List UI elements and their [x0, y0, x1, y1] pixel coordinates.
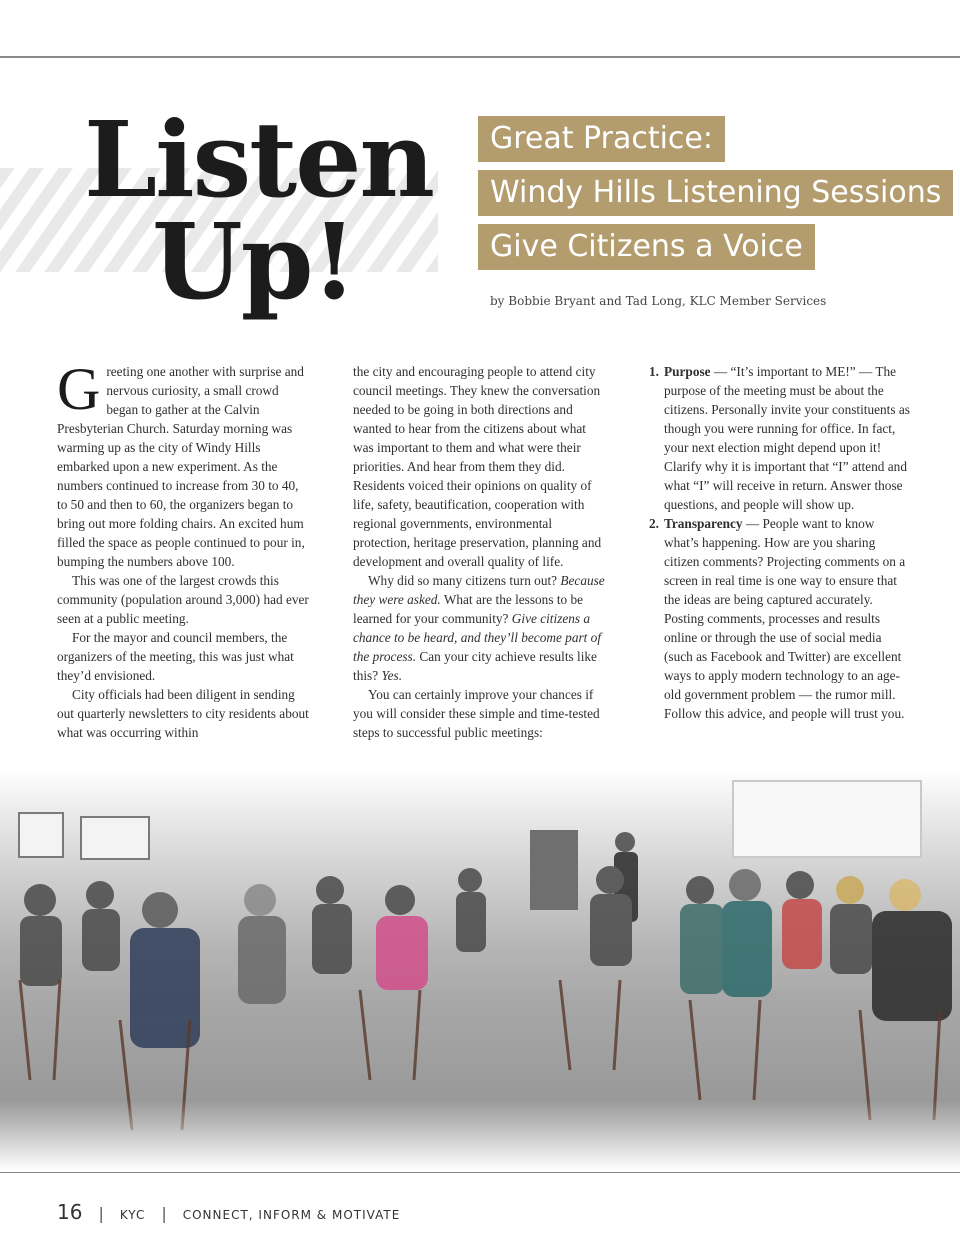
bottom-rule — [0, 1172, 960, 1173]
meeting-photo — [0, 770, 960, 1170]
banner-give-citizens: Give Citizens a Voice — [478, 224, 815, 270]
photo-fade — [0, 1100, 960, 1170]
article-column-3 — [649, 362, 911, 723]
paragraph: This was one of the largest crowds this community (population around 3,000) had ever seen at a public meeting. — [57, 573, 309, 626]
emphasis-text: Because they were asked. — [353, 573, 605, 607]
banner-great-practice: Great Practice: — [478, 116, 725, 162]
list-item-body: — People want to know what’s happening. How are you sharing citizen comments? Projecting comments on a screen in real time is one way to ensure that the ideas are being captured accurately. Posting comments, processes and results online or through the use of social media (such as Facebook and Twitter) are excellent ways to apply modern technology to an age-old government problem — the rumor mill. Follow this advice, and people will trust you. — [664, 516, 906, 721]
list-item-text — [664, 362, 911, 514]
paragraph — [353, 571, 605, 685]
list-item-body: — “It’s important to ME!” — The purpose of the meeting must be about the citizens. Personally invite your constituents as though you were running for office. In fact, your next election might depend upon it! Clarify why it is important that “I” attend and what “I” will receive in return. Answer those questions, and people will show up. — [664, 364, 910, 512]
list-item — [649, 514, 911, 723]
article-column-2 — [353, 362, 605, 742]
paragraph: You can certainly improve your chances if you will consider these simple and time-tested steps to successful public meetings: — [353, 687, 600, 740]
list-number: 1. — [649, 364, 659, 379]
list-item-label: Purpose — [664, 364, 711, 379]
list-item-label: Transparency — [664, 516, 743, 531]
paragraph-text: reeting one another with surprise and nervous curiosity, a small crowd began to gather at the Calvin Presbyterian Church. Saturday morning was warming up as the city of Windy Hills embarked upon a new experiment. As the numbers continued to increase from 30 to 40, to 50 and then to 60, the organizers began to bring out more folding chairs. An excited hum filled the space as people continued to pour in, bumping the numbers above 100. — [57, 364, 305, 569]
page-footer — [57, 1200, 400, 1224]
banner-windy-hills: Windy Hills Listening Sessions — [478, 170, 953, 216]
paragraph-text: Can your city achieve results like this? — [353, 649, 597, 683]
footer-separator: | — [98, 1204, 104, 1223]
publication-name: KYC — [119, 1208, 146, 1222]
paragraph-text: Why did so many citizens turn out? — [368, 573, 561, 588]
paragraph: For the mayor and council members, the organizers of the meeting, this was just what they’d envisioned. — [57, 630, 294, 683]
emphasis-text: Give citizens a chance to be heard, and they’ll become part of the process. — [353, 611, 602, 664]
drop-cap: G — [57, 356, 101, 422]
top-rule — [0, 56, 960, 58]
list-item — [649, 362, 911, 514]
emphasis-text: Yes. — [381, 668, 403, 683]
paragraph — [57, 356, 309, 571]
page-title-line1: Listen — [84, 98, 434, 221]
footer-separator: | — [161, 1204, 167, 1223]
list-number: 2. — [649, 516, 659, 531]
paragraph: City officials had been diligent in sending out quarterly newsletters to city residents about what was occurring within — [57, 687, 309, 740]
page-number: 16 — [57, 1200, 83, 1224]
footer-tagline: CONNECT, INFORM & MOTIVATE — [182, 1208, 401, 1222]
list-item-text — [664, 514, 911, 723]
paragraph-text: What are the lessons to be learned for your community? — [353, 592, 584, 626]
paragraph: the city and encouraging people to attend city council meetings. They knew the conversation needed to be going in both directions and wanted to hear from the citizens about what was important to them and what were their priorities. And hear from them they did. Residents voiced their opinions on quality of life, safety, beautification, cooperation with regional governments, environmental protection, heritage preservation, planning and development and overall quality of life. — [353, 364, 602, 569]
byline: by Bobbie Bryant and Tad Long, KLC Member Services — [490, 294, 827, 308]
page-title-line2: Up! — [152, 200, 356, 323]
article-column-1 — [57, 356, 309, 742]
